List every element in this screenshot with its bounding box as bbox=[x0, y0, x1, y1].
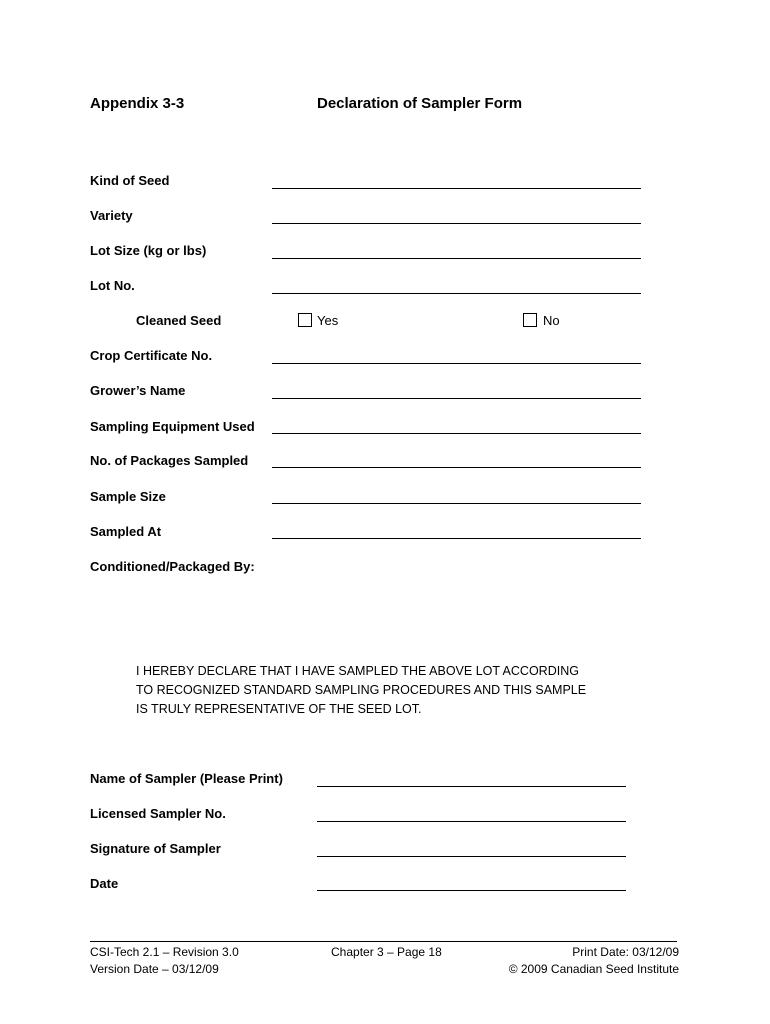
declaration-line-2: TO RECOGNIZED STANDARD SAMPLING PROCEDURES AND THIS SAMPLE bbox=[136, 683, 587, 697]
sample-size-field[interactable] bbox=[272, 503, 641, 504]
variety-label: Variety bbox=[90, 208, 133, 223]
lot-size-label: Lot Size (kg or lbs) bbox=[90, 243, 207, 258]
crop-certificate-field[interactable] bbox=[272, 363, 641, 364]
license-number-field[interactable] bbox=[317, 821, 626, 822]
kind-of-seed-field[interactable] bbox=[272, 188, 641, 189]
cleaned-seed-yes-label: Yes bbox=[317, 313, 339, 328]
packages-sampled-field[interactable] bbox=[272, 467, 641, 468]
declaration-line-3: IS TRULY REPRESENTATIVE OF THE SEED LOT. bbox=[136, 702, 422, 716]
declaration-line-1: I HEREBY DECLARE THAT I HAVE SAMPLED THE ABOVE LOT ACCORDING bbox=[136, 664, 579, 678]
sampling-equipment-label: Sampling Equipment Used bbox=[90, 419, 255, 434]
footer-version-date: Version Date – 03/12/09 bbox=[90, 962, 219, 976]
date-label: Date bbox=[90, 876, 119, 891]
lot-size-field[interactable] bbox=[272, 258, 641, 259]
conditioned-by-label: Conditioned/Packaged By: bbox=[90, 559, 255, 574]
sampled-at-label: Sampled At bbox=[90, 524, 162, 539]
lot-no-field[interactable] bbox=[272, 293, 641, 294]
footer-print-date: Print Date: 03/12/09 bbox=[572, 945, 679, 959]
growers-name-field[interactable] bbox=[272, 398, 641, 399]
date-field[interactable] bbox=[317, 890, 626, 891]
signature-field[interactable] bbox=[317, 856, 626, 857]
sampler-name-field[interactable] bbox=[317, 786, 626, 787]
cleaned-seed-yes-checkbox[interactable] bbox=[298, 313, 312, 327]
appendix-label: Appendix 3-3 bbox=[90, 95, 185, 112]
growers-name-label: Grower’s Name bbox=[90, 383, 186, 398]
footer-page: Chapter 3 – Page 18 bbox=[331, 945, 442, 959]
lot-no-label: Lot No. bbox=[90, 278, 135, 293]
footer-copyright: © 2009 Canadian Seed Institute bbox=[508, 962, 679, 976]
signature-label: Signature of Sampler bbox=[90, 841, 221, 856]
sampled-at-field[interactable] bbox=[272, 538, 641, 539]
cleaned-seed-no-checkbox[interactable] bbox=[523, 313, 537, 327]
sampling-equipment-field[interactable] bbox=[272, 433, 641, 434]
variety-field[interactable] bbox=[272, 223, 641, 224]
sample-size-label: Sample Size bbox=[90, 489, 166, 504]
cleaned-seed-label: Cleaned Seed bbox=[136, 313, 222, 328]
footer-doc-id: CSI-Tech 2.1 – Revision 3.0 bbox=[90, 945, 239, 959]
crop-certificate-label: Crop Certificate No. bbox=[90, 348, 213, 363]
sampler-name-label: Name of Sampler (Please Print) bbox=[90, 771, 283, 786]
form-title: Declaration of Sampler Form bbox=[317, 95, 523, 112]
cleaned-seed-no-label: No bbox=[543, 313, 560, 328]
packages-sampled-label: No. of Packages Sampled bbox=[90, 453, 249, 468]
license-number-label: Licensed Sampler No. bbox=[90, 806, 226, 821]
footer-divider bbox=[90, 941, 677, 942]
kind-of-seed-label: Kind of Seed bbox=[90, 173, 170, 188]
